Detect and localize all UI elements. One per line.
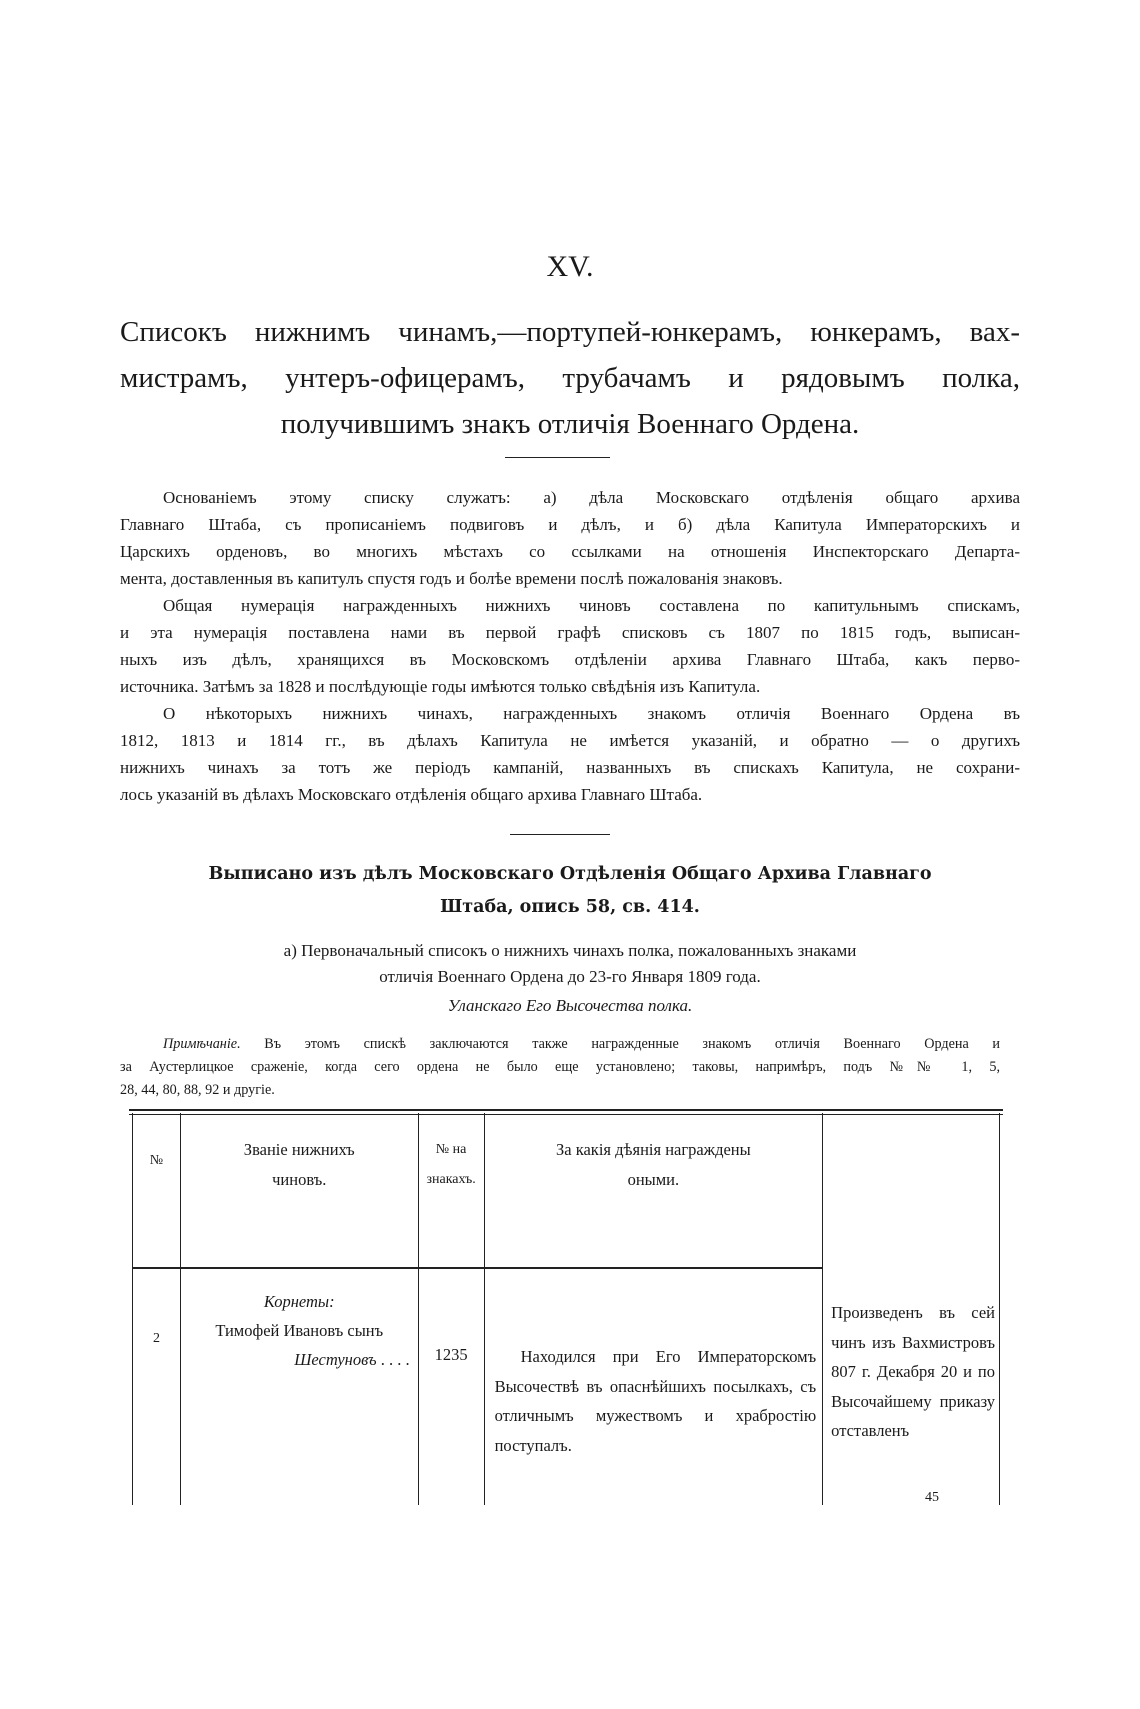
text-line: Главнаго Штаба, съ прописаніемъ подвиговъ и дѣлъ, и б) дѣла Капитула Императорскихъ и	[120, 515, 1020, 534]
text-line: О нѣкоторыхъ нижнихъ чинахъ, награжденныхъ знакомъ отличія Военнаго Ордена въ	[163, 704, 1020, 723]
list-title: а) Первоначальный списокъ о нижнихъ чинахъ полка, пожалованныхъ знаками	[283, 941, 857, 960]
badge-number: 1235	[418, 1268, 484, 1505]
text-line: Основаніемъ этому списку служатъ: а) дѣла Московскаго отдѣленія общаго архива	[163, 488, 1020, 507]
source-heading: Штаба, опись 58, св. 414.	[440, 897, 700, 917]
source-heading: Выписано изъ дѣлъ Московскаго Отдѣленія Общаго Архива Главнаго	[208, 864, 932, 884]
note-text: Въ этомъ спискѣ заключаются также награжденные знакомъ отличія Военнаго Ордена и	[264, 1036, 1000, 1052]
text-line: нижнихъ чинахъ за тотъ же періодъ кампаній, названныхъ въ спискахъ Капитула, не сохрани-	[120, 758, 1020, 777]
col-rank: Званіе нижнихъ чиновъ.	[180, 1113, 418, 1268]
text-line: ныхъ изъ дѣлъ, хранящихся въ Московскомъ отдѣленіи архива Главнаго Штаба, какъ перво-	[120, 650, 1020, 669]
person-surname: Шестуновъ	[294, 1350, 377, 1369]
divider	[505, 457, 610, 458]
table-header-row	[133, 1113, 1000, 1268]
title-line: получившимъ знакъ отличія Военнаго Ордена.	[280, 408, 860, 440]
text-line: лось указаній въ дѣлахъ Московскаго отдѣленія общаго архива Главнаго Штаба.	[120, 785, 703, 804]
note-label: Примѣчаніе.	[163, 1036, 241, 1052]
col-badge-no: № на знакахъ.	[418, 1113, 484, 1268]
row-number: 2	[133, 1268, 181, 1505]
note-line: за Аустерлицкое сраженіе, когда сего ордена не было еще установлено; таковы, напримѣръ, подъ №№ 1, 5,	[120, 1059, 1000, 1075]
col-deeds: За какія дѣянія награждены оными.	[484, 1113, 823, 1268]
text-line: источника. Затѣмъ за 1828 и послѣдующіе годы имѣются только свѣдѣнія изъ Капитула.	[120, 677, 761, 696]
text-line: и эта нумерація поставлена нами въ первой графѣ списковъ съ 1807 по 1815 годъ, выписан-	[120, 623, 1020, 642]
col-number: №	[133, 1113, 181, 1268]
remarks-cell: Произведенъ въ сей чинъ изъ Вахмистровъ 807 г. Декабря 20 и по Высочайшему приказу отставленъ	[823, 1113, 1000, 1505]
deed-description: Находился при Его Императорскомъ Высочествѣ въ опаснѣйшихъ посылкахъ, съ отличнымъ мужествомъ и храбростію поступалъ.	[484, 1268, 823, 1505]
awards-table	[132, 1113, 1000, 1505]
regiment-name: Уланскаго Его Высочества полка.	[447, 996, 693, 1015]
text-line: Общая нумерація награжденныхъ нижнихъ чиновъ составлена по капитульнымъ спискамъ,	[163, 596, 1020, 615]
title-line: мистрамъ, унтеръ-офицерамъ, трубачамъ и рядовымъ полка,	[120, 362, 1020, 394]
text-line: Царскихъ орденовъ, во многихъ мѣстахъ со ссылками на отношенія Инспекторскаго Департа-	[120, 542, 1020, 561]
group-label: Корнеты:	[263, 1292, 335, 1311]
person-name: Тимофей Ивановъ сынъ	[215, 1321, 384, 1340]
section-number: XV.	[546, 250, 594, 283]
page-number: 45	[925, 1490, 939, 1505]
list-title: отличія Военнаго Ордена до 23-го Января 1809 года.	[379, 967, 761, 986]
leader-dots: . . . .	[380, 1350, 410, 1369]
text-line: мента, доставленныя въ капитулъ спустя годъ и болѣе времени послѣ пожалованія знаковъ.	[120, 569, 783, 588]
text-line: 1812, 1813 и 1814 гг., въ дѣлахъ Капитула не имѣется указаній, и обратно — о другихъ	[120, 731, 1020, 750]
divider	[510, 834, 610, 835]
note-line: 28, 44, 80, 88, 92 и другіе.	[120, 1082, 275, 1098]
note-line	[163, 1033, 1000, 1056]
title-line: Списокъ нижнимъ чинамъ,—портупей-юнкерамъ, юнкерамъ, вах-	[120, 316, 1020, 348]
